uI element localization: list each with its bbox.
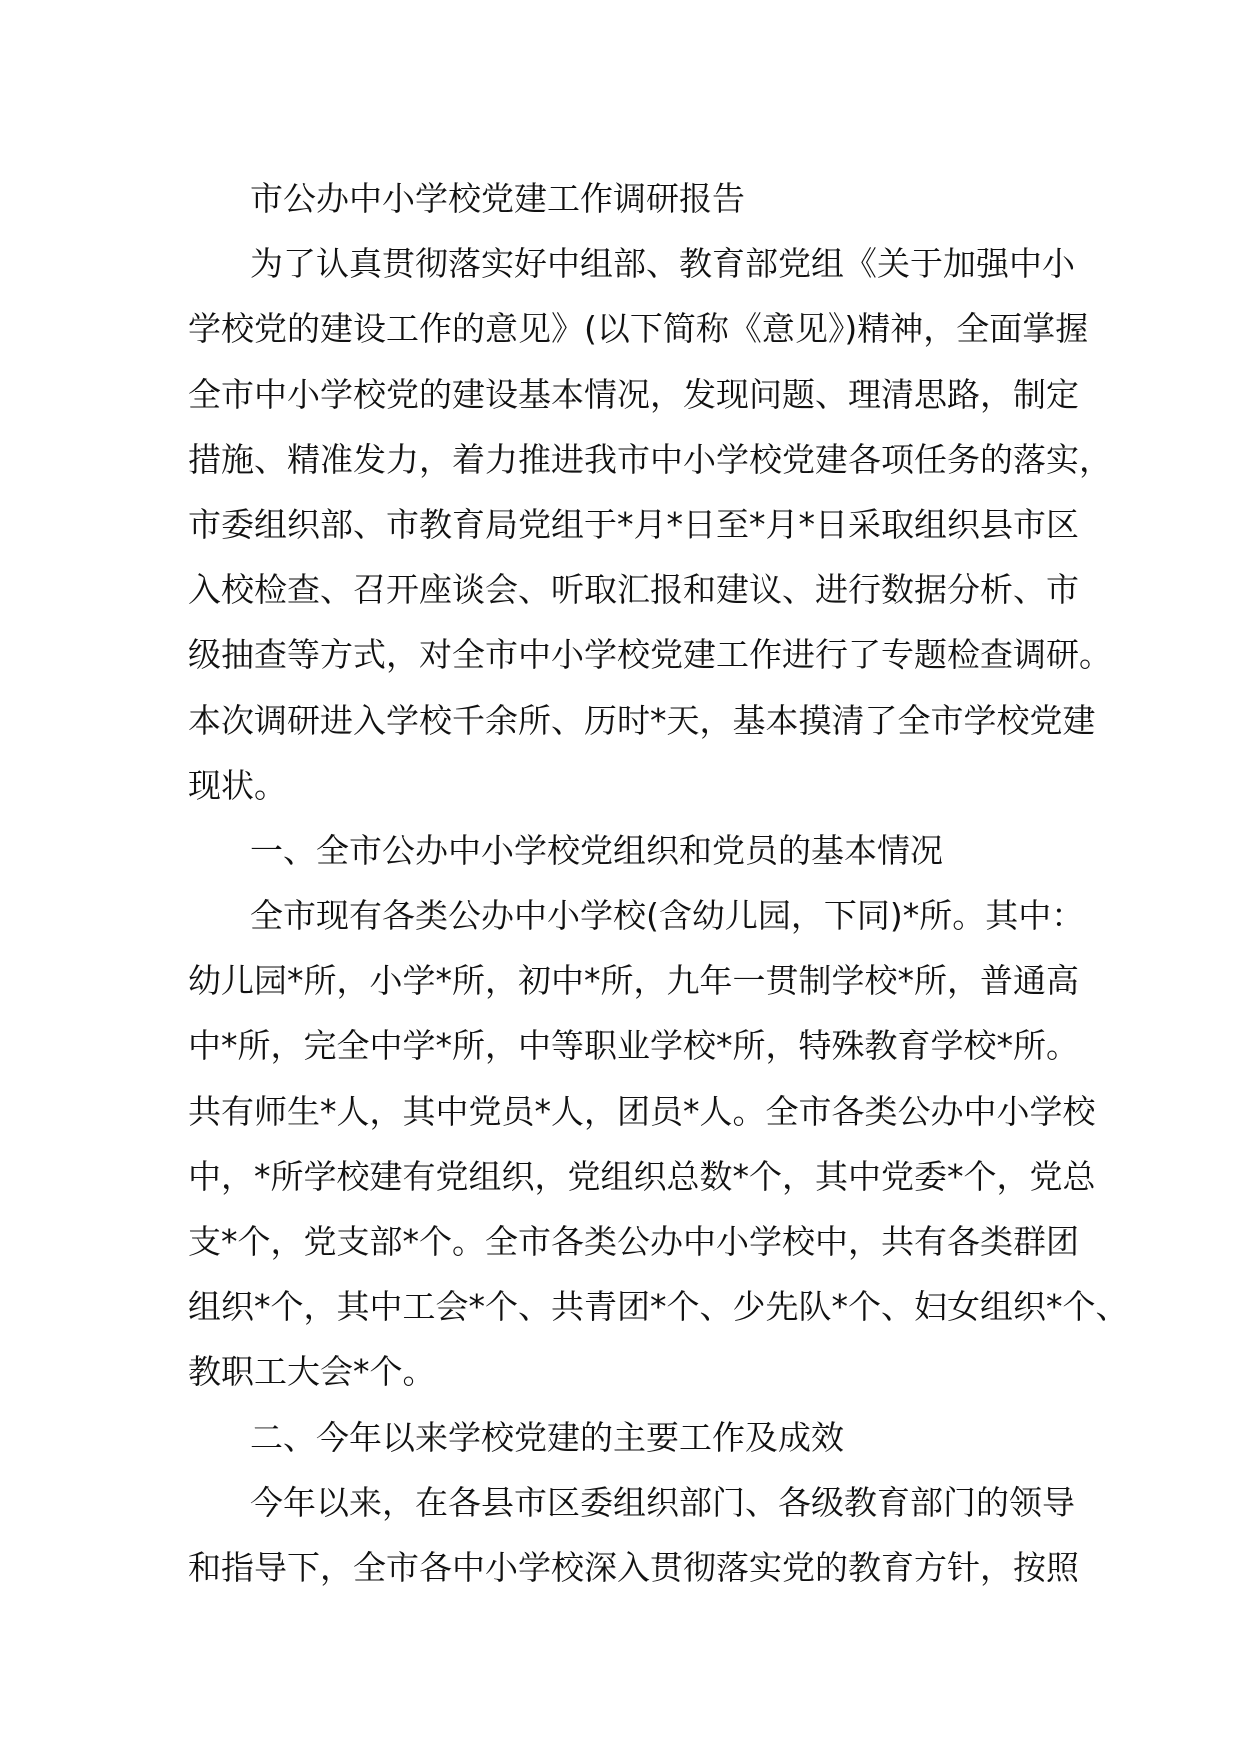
paragraph-line: 本次调研进入学校千余所、历时*天，基本摸清了全市学校党建 <box>188 700 1096 740</box>
paragraph-line: 全市中小学校党的建设基本情况，发现问题、理清思路，制定 <box>188 374 1079 414</box>
document-title: 市公办中小学校党建工作调研报告 <box>250 179 745 218</box>
section-heading-1 <box>188 818 1068 883</box>
paragraph-line: 今年以来，在各县市区委组织部门、各级教育部门的领导 <box>250 1482 1075 1522</box>
paragraph-line: 和指导下，全市各中小学校深入贯彻落实党的教育方针，按照 <box>188 1547 1079 1587</box>
paragraph-intro <box>188 231 1112 818</box>
paragraph-line: 幼儿园*所，小学*所，初中*所，九年一贯制学校*所，普通高 <box>188 961 1079 1001</box>
paragraph-line: 支*个，党支部*个。全市各类公办中小学校中，共有各类群团 <box>188 1222 1079 1261</box>
paragraph-line: 市委组织部、市教育局党组于*月*日至*月*日采取组织县市区 <box>188 504 1079 544</box>
paragraph-basic-info <box>188 883 1129 1405</box>
paragraph-line: 入校检查、召开座谈会、听取汇报和建议、进行数据分析、市 <box>188 570 1079 610</box>
paragraph-line: 全市现有各类公办中小学校(含幼儿园，下同)*所。其中： <box>250 896 1085 936</box>
paragraph-line: 中*所，完全中学*所，中等职业学校*所，特殊教育学校*所。 <box>188 1026 1079 1066</box>
paragraph-line: 级抽查等方式，对全市中小学校党建工作进行了专题检查调研。 <box>188 635 1112 675</box>
paragraph-achievements <box>188 1470 1079 1600</box>
paragraph-line: 措施、精准发力，着力推进我市中小学校党建各项任务的落实， <box>188 439 1112 479</box>
paragraph-line: 教职工大会*个。 <box>188 1352 436 1392</box>
paragraph-line: 为了认真贯彻落实好中组部、教育部党组《关于加强中小 <box>250 244 1075 284</box>
section-heading-text: 二、今年以来学校党建的主要工作及成效 <box>250 1417 844 1457</box>
paragraph-line: 中，*所学校建有党组织，党组织总数*个，其中党委*个，党总 <box>188 1156 1096 1196</box>
paragraph-line: 共有师生*人，其中党员*人，团员*人。全市各类公办中小学校 <box>188 1091 1096 1131</box>
paragraph-line: 学校党的建设工作的意见》(以下简称《意见》)精神，全面掌握 <box>188 309 1089 349</box>
paragraph-line: 组织*个，其中工会*个、共青团*个、少先队*个、妇女组织*个、 <box>188 1287 1129 1327</box>
document-body <box>188 166 1129 1600</box>
paragraph-line: 现状。 <box>188 765 287 805</box>
section-heading-text: 一、全市公办中小学校党组织和党员的基本情况 <box>250 830 943 870</box>
section-heading-2 <box>188 1405 1068 1470</box>
